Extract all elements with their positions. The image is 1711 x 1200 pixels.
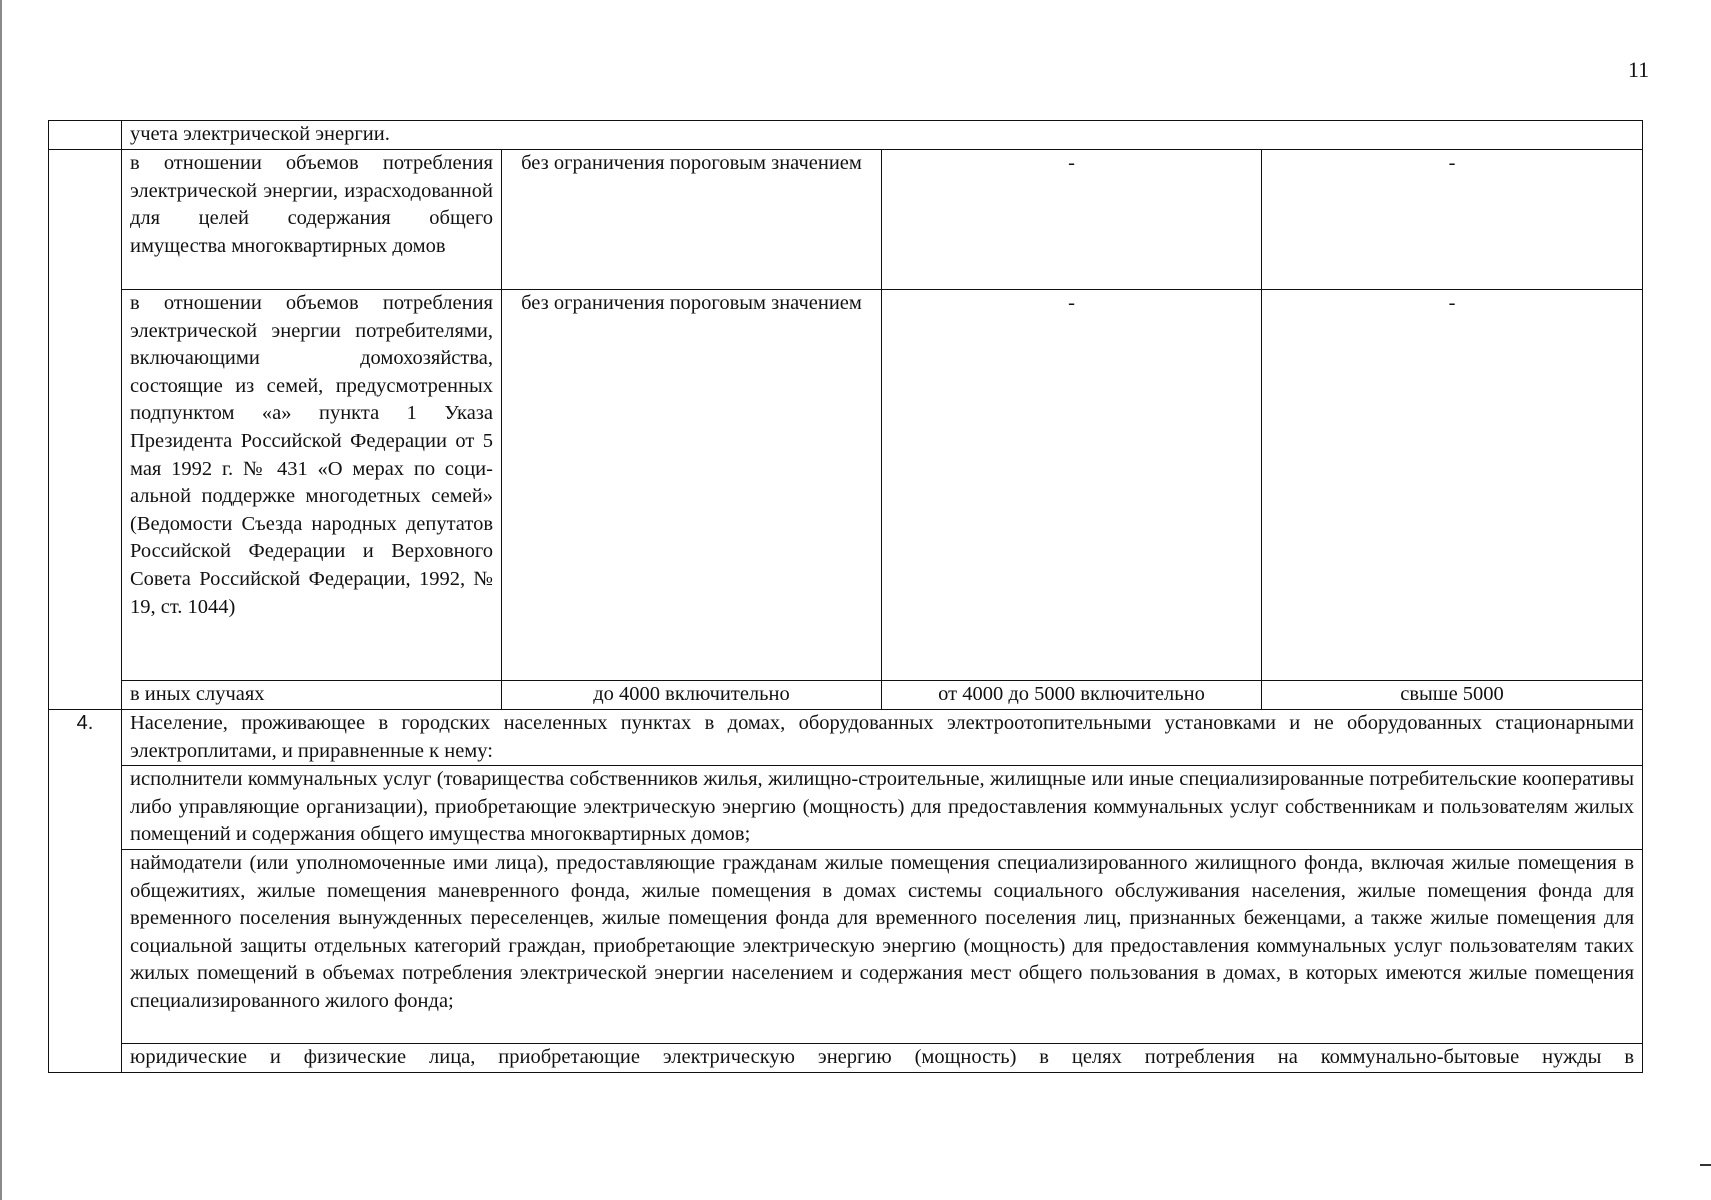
threshold-low-value: без ограничения пороговым значением — [502, 290, 882, 681]
scan-edge-mark — [1700, 1164, 1711, 1166]
table-row — [49, 849, 1643, 1043]
table-row — [49, 150, 1643, 290]
threshold-low-value: без ограничения пороговым значением — [502, 150, 882, 290]
continuation-text: учета электрической энергии. — [122, 121, 1643, 150]
category-item: исполнители коммунальных услуг (товарищества собственников жилья, жилищно-строительные, жилищные или иные специализированные потребительские кооперативы либо управляющие организации), приобретающие электрическую энергию (мощность) для предоставления коммунальных услуг собственникам и пользователям жилых помещений и содержания общего имущества многоквартирных домов; — [122, 766, 1643, 850]
consumption-description: в отношении объемов потребления электрической энергии потребителями, включающими домохозяйства, состоящие из семей, предусмотренных подпунктом «а» пункта 1 Указа Президента Российской Федерации от 5 мая 1992 г. № 431 «О мерах по социальной поддержке многодетных семей» (Ведомости Съезда народных депутатов Российской Федерации и Верховного Совета Российской Федерации, 1992, № 19, ст. 1044) — [122, 290, 502, 681]
table-row — [49, 290, 1643, 681]
consumption-description: в иных случаях — [122, 681, 502, 710]
table-row — [49, 1043, 1643, 1072]
row-number-cell — [49, 710, 122, 1073]
table-row — [49, 121, 1643, 150]
page-number: 11 — [1628, 57, 1650, 82]
tariff-table — [48, 120, 1643, 1073]
category-item: наймодатели (или уполномоченные ими лица), предоставляющие гражданам жилые помещения специализированного жилищного фонда, включая жилые помещения в общежитиях, жилые помещения маневренного фонда, жилые помещения в домах системы социального обслуживания населения, жилые помещения фонда для временного поселения вынужденных переселенцев, жилые помещения фонда для временного поселения лиц, признанных беженцами, а также жилые помещения для социальной защиты отдельных категорий граждан, приобретающие электрическую энергию (мощность) для предоставления коммунальных услуг пользователям таких жилых помещений в объемах потребления электрической энергии населением и содержания мест общего пользования в домах, в которых имеются жилые помещения специализированного жилого фонда; — [122, 849, 1643, 1043]
table-row — [49, 766, 1643, 850]
row-number: 4. — [76, 712, 94, 734]
row-number-cell — [49, 121, 122, 150]
threshold-mid-value: - — [882, 290, 1262, 681]
category-heading: Население, проживающее в городских населенных пунктах в домах, оборудованных электроотопительными установками и не оборудованных стационарными электроплитами, и приравненные к нему: — [122, 710, 1643, 766]
table-row — [49, 681, 1643, 710]
consumption-description: в отношении объемов потребления электрической энергии, израсходованной для целей содержания общего имущества многоквартирных домов — [122, 150, 502, 290]
threshold-high-value: - — [1262, 150, 1643, 290]
category-item: юридические и физические лица, приобретающие электрическую энергию (мощность) в целях потребления на коммунально-бытовые нужды в — [122, 1043, 1643, 1072]
threshold-high-value: свыше 5000 — [1262, 681, 1643, 710]
row-number-cell — [49, 150, 122, 710]
threshold-mid-value: от 4000 до 5000 включительно — [882, 681, 1262, 710]
threshold-low-value: до 4000 включительно — [502, 681, 882, 710]
threshold-high-value: - — [1262, 290, 1643, 681]
threshold-mid-value: - — [882, 150, 1262, 290]
table-row — [49, 710, 1643, 766]
scan-left-edge — [0, 0, 2, 1200]
